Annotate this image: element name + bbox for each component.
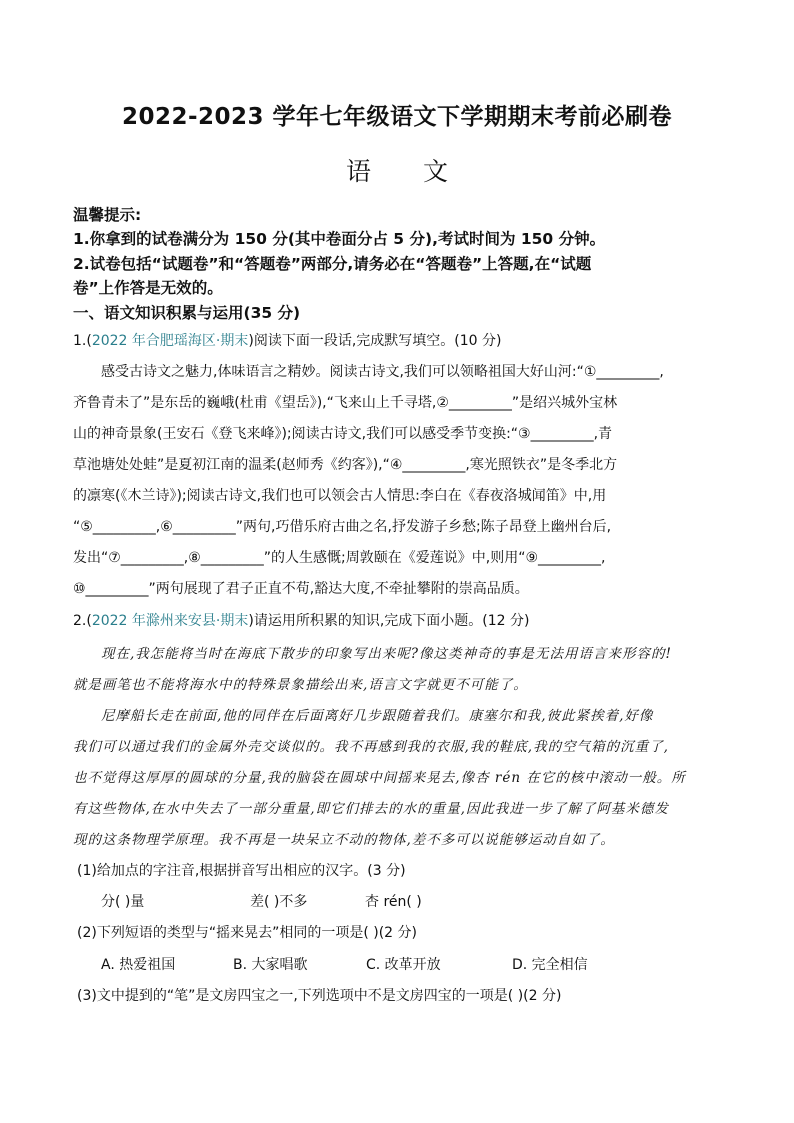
q2-sub2-option-b: B. 大家唱歌 xyxy=(233,957,308,973)
question-1-source: 2022 年合肥瑶海区·期末 xyxy=(91,333,249,349)
q1-text-line: “⑤_________,⑥_________”两句,巧借乐府古曲之名,抒发游子乡愁;陈子昂登上幽州台后, xyxy=(73,519,612,535)
q2-sub1-item: 分( )量 xyxy=(101,894,145,910)
q2-passage-line: 就是画笔也不能将海水中的特殊景象描绘出来,语言文字就更不可能了。 xyxy=(73,677,528,693)
q2-sub2-option-c: C. 改革开放 xyxy=(366,957,441,973)
q2-sub-question-2: (2)下列短语的类型与“摇来晃去”相同的一项是( )(2 分) xyxy=(77,925,417,941)
q2-passage-line: 我们可以通过我们的金属外壳交谈似的。我不再感到我的衣服,我的鞋底,我的空气箱的沉重了, xyxy=(73,739,669,755)
q1-text-line: 发出“⑦_________,⑧_________”的人生感慨;周敦颐在《爱莲说》中,则用“⑨_________, xyxy=(73,550,606,566)
q1-text-line: 感受古诗文之魅力,体味语言之精妙。阅读古诗文,我们可以领略祖国大好山河:“①_________, xyxy=(101,364,664,380)
question-1-prompt: )阅读下面一段话,完成默写填空。(10 分) xyxy=(248,333,502,349)
question-2-source: 2022 年滁州来安县·期末 xyxy=(91,613,249,629)
q2-sub-question-1: (1)给加点的字注音,根据拼音写出相应的汉字。(3 分) xyxy=(77,863,406,879)
notice-item-1: 1.你拿到的试卷满分为 150 分(其中卷面分占 5 分),考试时间为 150 分钟。 xyxy=(73,230,606,248)
q2-sub1-item: 杏 rén( ) xyxy=(365,894,422,910)
q1-text-line: ⑩_________”两句展现了君子正直不苟,豁达大度,不牵扯攀附的崇高品质。 xyxy=(73,581,529,597)
q2-sub2-option-a: A. 热爱祖国 xyxy=(101,957,176,973)
q2-passage-line: 也不觉得这厚厚的圆球的分量,我的脑袋在圆球中间摇来晃去,像杏 rén 在它的核中滚动一般。所 xyxy=(73,770,686,786)
q2-sub1-item: 差( )不多 xyxy=(250,894,308,910)
question-2-prompt: )请运用所积累的知识,完成下面小题。(12 分) xyxy=(248,613,530,629)
subject-title: 语 文 xyxy=(346,157,470,186)
q1-text-line: 山的神奇景象(王安石《登飞来峰》);阅读古诗文,我们可以感受季节变换:“③_________,青 xyxy=(73,426,613,442)
section-1-heading: 一、语文知识积累与运用(35 分) xyxy=(73,304,301,322)
notice-item-2-line-2: 卷”上作答是无效的。 xyxy=(73,279,223,297)
q1-text-line: 的凛寒(《木兰诗》);阅读古诗文,我们也可以领会古人情思:李白在《春夜洛城闻笛》中,用 xyxy=(73,488,607,504)
q2-sub-question-3: (3)文中提到的“笔”是文房四宝之一,下列选项中不是文房四宝的一项是( )(2 分) xyxy=(77,988,562,1004)
q2-passage-line: 现的这条物理学原理。我不再是一块呆立不动的物体,差不多可以说能够运动自如了。 xyxy=(73,832,615,848)
page-title: 2022-2023 学年七年级语文下学期期末考前必刷卷 xyxy=(121,104,673,130)
question-1-header xyxy=(73,330,723,350)
q2-sub2-option-d: D. 完全相信 xyxy=(512,957,588,973)
question-2-header xyxy=(73,610,723,630)
q2-passage-line: 尼摩船长走在前面,他的同伴在后面离好几步跟随着我们。康塞尔和我,彼此紧挨着,好像 xyxy=(101,708,654,724)
notice-heading: 温馨提示: xyxy=(73,206,142,224)
q1-text-line: 草池塘处处蛙”是夏初江南的温柔(赵师秀《约客》),“④_________,寒光照铁衣”是冬季北方 xyxy=(73,457,618,473)
q2-passage-line: 有这些物体,在水中失去了一部分重量,即它们排去的水的重量,因此我进一步了解了阿基米德发 xyxy=(73,801,669,817)
q1-text-line: 齐鲁青未了”是东岳的巍峨(杜甫《望岳》),“飞来山上千寻塔,②_________”是绍兴城外宝林 xyxy=(73,395,618,411)
q2-passage-line: 现在,我怎能将当时在海底下散步的印象写出来呢?像这类神奇的事是无法用语言来形容的! xyxy=(101,646,672,662)
question-1-number: 1.( xyxy=(73,333,92,349)
question-2-number: 2.( xyxy=(73,613,92,629)
notice-item-2-line-1: 2.试卷包括“试题卷”和“答题卷”两部分,请务必在“答题卷”上答题,在“试题 xyxy=(73,255,592,273)
